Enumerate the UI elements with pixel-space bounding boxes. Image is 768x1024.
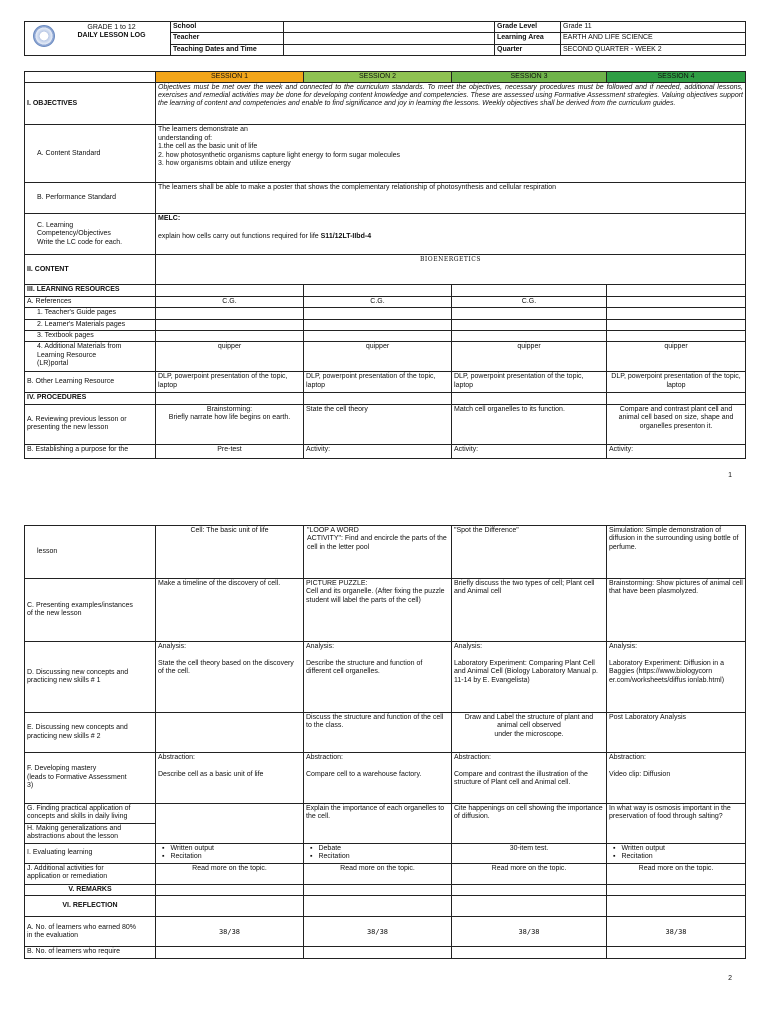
learning-resources-label: III. LEARNING RESOURCES (25, 285, 156, 296)
examples-s4: Brainstorming: Show pictures of animal cell that have been plasmolyzed. (607, 579, 746, 642)
evaluating-s1-item: ▪ Written output (158, 845, 301, 853)
additional-activities-s4: Read more on the topic. (607, 864, 746, 885)
evaluating-s4-item: ▪ Written output (609, 845, 743, 853)
establishing-purpose-label-cont: lesson (25, 526, 156, 579)
examples-s1: Make a timeline of the discovery of cell. (156, 579, 304, 642)
session-1-header: SESSION 1 (156, 72, 304, 83)
reviewing-s4: Compare and contrast plant cell and animal cell based on size, shape and organelles presenton it. (607, 404, 746, 444)
mastery-s3: Abstraction: Compare and contrast the illustration of the structure of Plant cell and Animal cell. (452, 753, 607, 804)
melc-label: MELC: (158, 215, 181, 223)
examples-s2: PICTURE PUZZLE: Cell and its organelle. (After fixing the puzzle student will label the parts of the cell) (304, 579, 452, 642)
additional-materials-label: 4. Additional Materials from Learning Resource (LR)portal (25, 342, 156, 372)
reviewing-s3: Match cell organelles to its function. (452, 404, 607, 444)
establishing-purpose-label: B. Establishing a purpose for the (25, 444, 156, 458)
session-2-header: SESSION 2 (304, 72, 452, 83)
teacher-value[interactable] (284, 33, 495, 44)
evaluating-s3: 30-item test. (452, 844, 607, 864)
reference-s1: C.G. (156, 296, 304, 307)
other-resource-label: B. Other Learning Resource (25, 372, 156, 393)
evaluating-s1-item: ▪ Recitation (158, 853, 301, 861)
discussing-concepts-2-label: E. Discussing new concepts and practicing new skills # 2 (25, 713, 156, 753)
procedures-label: IV. PROCEDURES (25, 393, 156, 404)
mastery-s4: Abstraction: Video clip: Diffusion (607, 753, 746, 804)
learners-80-s2: 38/38 (304, 917, 452, 947)
additional-activities-s2: Read more on the topic. (304, 864, 452, 885)
header-grade-range: GRADE 1 to 12 (87, 24, 136, 31)
discussing-2-s2: Discuss the structure and function of the cell to the class. (304, 713, 452, 753)
teachers-guide-label: 1. Teacher's Guide pages (25, 308, 156, 319)
additional-activities-s1: Read more on the topic. (156, 864, 304, 885)
reference-s3: C.G. (452, 296, 607, 307)
purpose-s4: Simulation: Simple demonstration of diffusion in the surrounding using bottle of perfume. (607, 526, 746, 579)
header-logo-cell (25, 22, 171, 56)
other-resource-s1: DLP, powerpoint presentation of the topic, laptop (156, 372, 304, 393)
discussing-1-s2: Analysis: Describe the structure and function of different cell organelles. (304, 642, 452, 713)
content-standard-text: The learners demonstrate an understanding of: 1.the cell as the basic unit of life 2. how photosynthetic organisms capture light energy to form sugar molecules 3. how organisms obtain and utilize energy (156, 125, 746, 183)
discussing-1-s3: Analysis: Laboratory Experiment: Comparing Plant Cell and Animal Cell (Biology Laboratory Manual p. 11-14 by E. Evangelista) (452, 642, 607, 713)
learners-80-label: A. No. of learners who earned 80% in the evaluation (25, 917, 156, 947)
discussing-concepts-1-label: D. Discussing new concepts and practicing new skills # 1 (25, 642, 156, 713)
developing-mastery-label: F. Developing mastery (leads to Formative Assessment 3) (25, 753, 156, 804)
dates-label: Teaching Dates and Time (171, 44, 284, 55)
grade-level-value[interactable]: Grade 11 (561, 22, 746, 33)
application-s3: Cite happenings on cell showing the importance of diffusion. (452, 804, 607, 844)
competency-label: C. Learning Competency/Objectives Write the LC code for each. (25, 214, 156, 255)
purpose-s3-top: Activity: (452, 444, 607, 458)
reference-s4 (607, 296, 746, 307)
additional-s3: quipper (452, 342, 607, 372)
lesson-log-page-2 (24, 525, 746, 959)
learning-area-value[interactable]: EARTH AND LIFE SCIENCE (561, 33, 746, 44)
examples-s3: Briefly discuss the two types of cell; Plant cell and Animal cell (452, 579, 607, 642)
other-resource-s3: DLP, powerpoint presentation of the topic, laptop (452, 372, 607, 393)
evaluating-learning-label: I. Evaluating learning (25, 844, 156, 864)
dates-value[interactable] (284, 44, 495, 55)
grade-level-label: Grade Level (495, 22, 561, 33)
additional-s2: quipper (304, 342, 452, 372)
learners-require-label: B. No. of learners who require (25, 947, 156, 958)
references-label: A. References (25, 296, 156, 307)
page-number-1: 1 (728, 472, 732, 479)
additional-activities-s3: Read more on the topic. (452, 864, 607, 885)
lesson-log-page-1 (24, 71, 746, 459)
reviewing-s1: Brainstorming: Briefly narrate how life begins on earth. (156, 404, 304, 444)
content-label: II. CONTENT (25, 255, 156, 285)
purpose-s1-top: Pre-test (156, 444, 304, 458)
other-resource-s4: DLP, powerpoint presentation of the topic, laptop (607, 372, 746, 393)
discussing-2-s3: Draw and Label the structure of plant and animal cell observed under the microscope. (452, 713, 607, 753)
reference-s2: C.G. (304, 296, 452, 307)
application-s2: Explain the importance of each organelles to the cell. (304, 804, 452, 844)
objectives-text: Objectives must be met over the week and connected to the curriculum standards. To meet the objectives, necessary procedures must be followed and if needed, additional lessons, exercises and remedial activities may be done for developing content knowledge and competencies. These are assessed using Formative Assessment strategies. Valuing objectives support the learning of content and competencies and enable to find significance and joy in learning the lessons. Weekly objectives shall be derived from the curriculum guides. (156, 83, 746, 125)
school-label: School (171, 22, 284, 33)
objectives-label: I. OBJECTIVES (25, 83, 156, 125)
header-log-title: DAILY LESSON LOG (77, 32, 146, 40)
evaluating-s1 (156, 844, 304, 864)
evaluating-s2-item: ▪ Debate (306, 845, 449, 853)
purpose-s4-top: Activity: (607, 444, 746, 458)
discussing-1-s1: Analysis: State the cell theory based on the discovery of the cell. (156, 642, 304, 713)
competency-cell (156, 214, 746, 255)
purpose-s2-top: Activity: (304, 444, 452, 458)
competency-text: explain how cells carry out functions required for life (158, 232, 321, 240)
application-s4: In what way is osmosis important in the preservation of food through salting? (607, 804, 746, 844)
discussing-1-s4: Analysis: Laboratory Experiment: Diffusion in a Baggies (https://www.biologycorn er.com/worksheets/diffus ionlab.html) (607, 642, 746, 713)
generalizations-label: H. Making generalizations and abstractions about the lesson (25, 824, 156, 844)
remarks-label: V. REMARKS (25, 885, 156, 896)
additional-s1: quipper (156, 342, 304, 372)
session-4-header: SESSION 4 (607, 72, 746, 83)
other-resource-s2: DLP, powerpoint presentation of the topic, laptop (304, 372, 452, 393)
evaluating-s4 (607, 844, 746, 864)
quarter-label: Quarter (495, 44, 561, 55)
competency-code: S11/12LT-IIbd-4 (320, 232, 372, 240)
evaluating-s2-item: ▪ Recitation (306, 853, 449, 861)
learners-80-s1: 38/38 (156, 917, 304, 947)
school-value[interactable] (284, 22, 495, 33)
content-text: BIOENERGETICS (156, 255, 746, 285)
purpose-s2: "LOOP A WORD ACTIVITY": Find and encircle the parts of the cell in the letter pool (304, 526, 452, 579)
application-s1 (156, 804, 304, 844)
deped-seal-icon (33, 25, 55, 47)
additional-s4: quipper (607, 342, 746, 372)
additional-activities-label: J. Additional activities for application or remediation (25, 864, 156, 885)
practical-application-label: G. Finding practical application of concepts and skills in daily living (25, 804, 156, 824)
learners-80-s4: 38/38 (607, 917, 746, 947)
textbook-label: 3. Textbook pages (25, 330, 156, 341)
purpose-s1: Cell: The basic unit of life (156, 526, 304, 579)
reviewing-s2: State the cell theory (304, 404, 452, 444)
content-standard-label: A. Content Standard (25, 125, 156, 183)
presenting-examples-label: C. Presenting examples/instances of the new lesson (25, 579, 156, 642)
learning-area-label: Learning Area (495, 33, 561, 44)
evaluating-s2 (304, 844, 452, 864)
discussing-2-s4: Post Laboratory Analysis (607, 713, 746, 753)
page-number-2: 2 (728, 975, 732, 982)
evaluating-s4-item: ▪ Recitation (609, 853, 743, 861)
discussing-2-s1 (156, 713, 304, 753)
performance-standard-label: B. Performance Standard (25, 183, 156, 214)
session-corner-cell (25, 72, 156, 83)
teacher-label: Teacher (171, 33, 284, 44)
session-3-header: SESSION 3 (452, 72, 607, 83)
performance-standard-text: The learners shall be able to make a poster that shows the complementary relationship of photosynthesis and cellular respiration (156, 183, 746, 214)
quarter-value[interactable]: SECOND QUARTER - WEEK 2 (561, 44, 746, 55)
mastery-s1: Abstraction: Describe cell as a basic unit of life (156, 753, 304, 804)
mastery-s2: Abstraction: Compare cell to a warehouse factory. (304, 753, 452, 804)
reflection-label: VI. REFLECTION (25, 896, 156, 917)
learners-80-s3: 38/38 (452, 917, 607, 947)
header-table (24, 21, 746, 56)
learners-materials-label: 2. Learner's Materials pages (25, 319, 156, 330)
reviewing-lesson-label: A. Reviewing previous lesson or presenting the new lesson (25, 404, 156, 444)
purpose-s3: "Spot the Difference" (452, 526, 607, 579)
